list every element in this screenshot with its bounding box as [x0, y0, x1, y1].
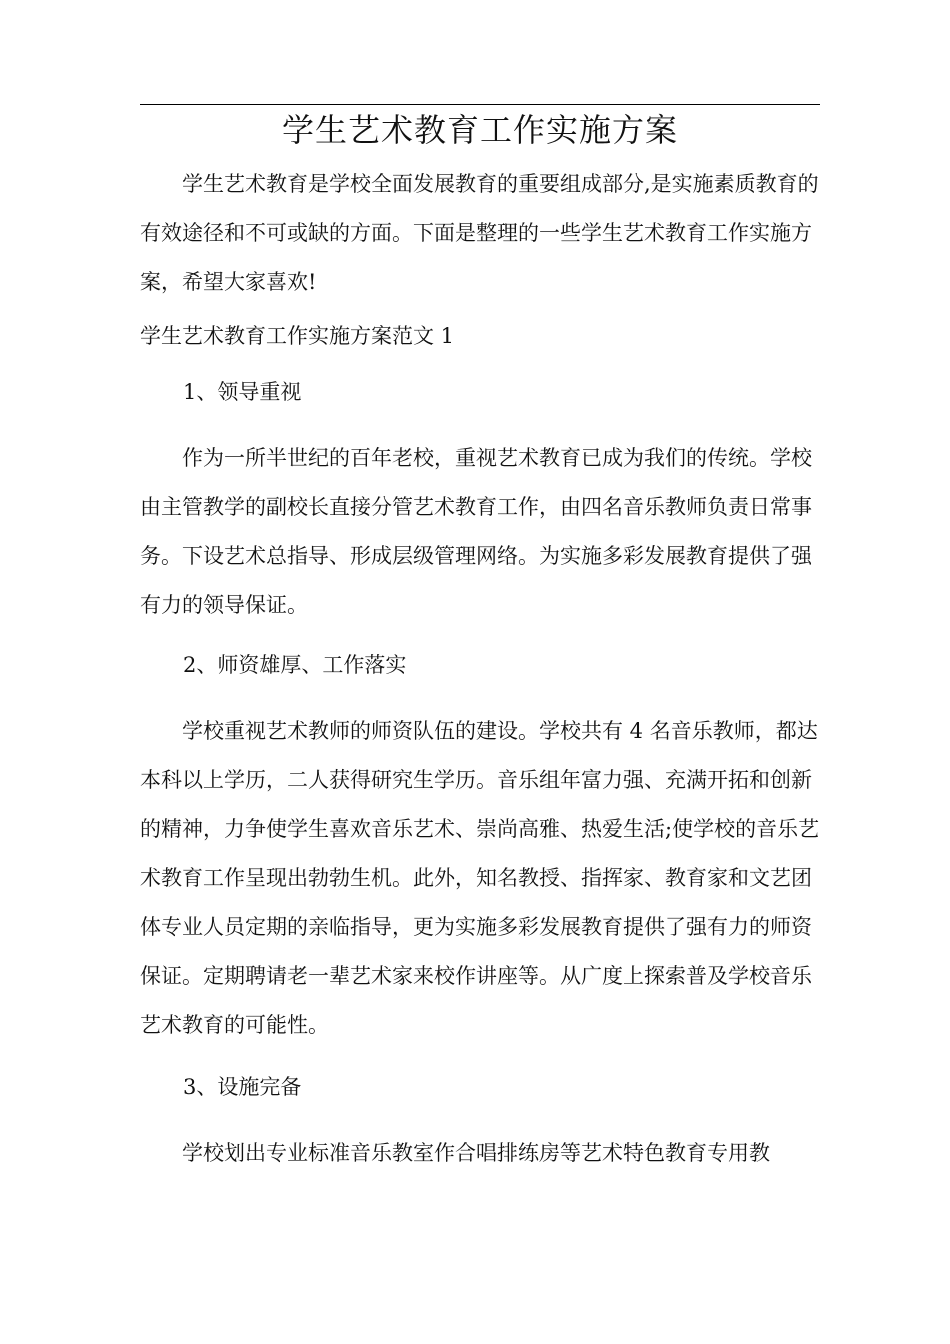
intro-paragraph: 学生艺术教育是学校全面发展教育的重要组成部分,是实施素质教育的有效途径和不可或缺的方面。下面是整理的一些学生艺术教育工作实施方案，希望大家喜欢!	[140, 172, 819, 294]
section-subtitle: 学生艺术教育工作实施方案范文 1	[140, 324, 455, 348]
section-body-1: 作为一所半世纪的百年老校，重视艺术教育已成为我们的传统。学校由主管教学的副校长直接分管艺术教育工作，由四名音乐教师负责日常事务。下设艺术总指导、形成层级管理网络。为实施多彩发展教育提供了强有力的领导保证。	[140, 446, 812, 617]
header-rule	[140, 104, 820, 105]
section-body-2: 学校重视艺术教师的师资队伍的建设。学校共有 4 名音乐教师，都达本科以上学历，二人获得研究生学历。音乐组年富力强、充满开拓和创新的精神，力争使学生喜欢音乐艺术、崇尚高雅、热爱生活;使学校的音乐艺术教育工作呈现出勃勃生机。此外，知名教授、指挥家、教育家和文艺团体专业人员定期的亲临指导，更为实施多彩发展教育提供了强有力的师资保证。定期聘请老一辈艺术家来校作讲座等。从广度上探索普及学校音乐艺术教育的可能性。	[140, 719, 820, 1037]
section-heading-2: 2、师资雄厚、工作落实	[183, 653, 407, 677]
section-body-3: 学校划出专业标准音乐教室作合唱排练房等艺术特色教育专用教	[182, 1141, 770, 1165]
section-heading-1: 1、领导重视	[183, 380, 302, 404]
section-heading-3: 3、设施完备	[183, 1075, 302, 1099]
document-title: 学生艺术教育工作实施方案	[281, 111, 678, 149]
